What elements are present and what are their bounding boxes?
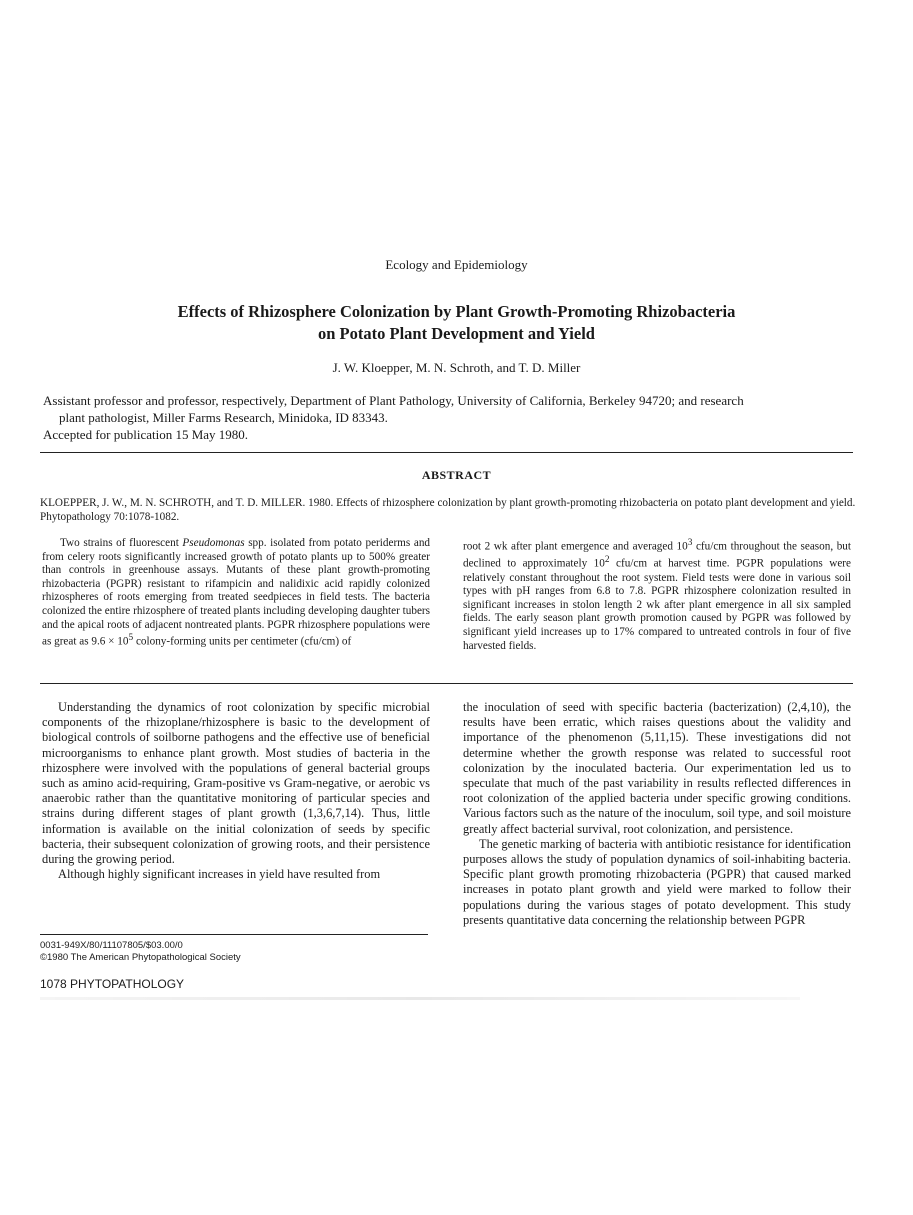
scan-artifact [40, 997, 800, 1000]
abstract-left-text-b: spp. isolated from potato periderms and from celery roots significantly increased growth of potato plants up to 500% greater than controls in greenhouse assays. Mutants of these plant growth-promoting rhizobacteria (PGPR) resistant to rifampicin and nalidixic acid rapidly colonized rhizospheres of roots emerging from treated seedpieces in field tests. The bacteria colonized the entire rhizosphere of treated plants including developing daughter tubers and the apical roots of adjacent nontreated plants. PGPR rhizosphere populations were as great as 9.6 × 10 [42, 537, 431, 648]
footnote-copyright: ©1980 The American Phytopathological Society [40, 952, 241, 963]
abstract-right-text-c: cfu/cm at harvest time. PGPR populations were relatively constant throughout the root system. Field tests were done in various soil types with pH ranges from 6.8 to 7.8. PGPR rhizosphere colonization resulted in significant increases in stolon length 2 wk after plant emergence in all six sampled fields. The early season plant growth promotion caused by PGPR was followed by significant yield increases up to 17% compared to untreated controls in four of five harvested fields. [463, 558, 851, 652]
abstract-left-text-a: Two strains of fluorescent [60, 537, 183, 549]
title-line-1: Effects of Rhizosphere Colonization by Plant Growth-Promoting Rhizobacteria [177, 302, 736, 321]
page-footer: 1078 PHYTOPATHOLOGY [40, 977, 185, 991]
footnote-issn: 0031-949X/80/11107805/$03.00/0 [40, 940, 183, 951]
abstract-left-sup: 5 [128, 633, 134, 644]
abstract-right-text-b: cfu/cm throughout the season, but declined to approximately 10 [463, 540, 851, 571]
body-left-paragraph-2: Although highly significant increases in yield have resulted from [58, 867, 381, 882]
abstract-italic-genus: Pseudomonas [182, 537, 245, 549]
abstract-right-sup-2: 2 [604, 555, 610, 566]
abstract-right-text-a: root 2 wk after plant emergence and averaged 10 [463, 540, 688, 553]
abstract-bottom-divider [40, 683, 853, 684]
title-line-2: on Potato Plant Development and Yield [318, 324, 595, 343]
body-left-column [42, 700, 430, 882]
body-left-paragraph-1: Understanding the dynamics of root colonization by specific microbial components of the rhizoplane/rhizosphere is basic to the development of biological controls of soilborne pathogens and the effective use of beneficial microorganisms to enhance plant growth. Most studies of bacteria in the rhizosphere were involved with the populations of general bacterial groups such as amino acid-requiring, Gram-positive vs Gram-negative, or aerobic vs anaerobic rather than the quantitative monitoring of particular species and strains during different stages of plant growth (1,3,6,7,14). Thus, little information is available on the initial colonization of seeds by specific bacteria, their subsequent colonization of growing roots, and their persistence during the growing period. [42, 700, 430, 867]
section-label: Ecology and Epidemiology [385, 257, 528, 272]
abstract-heading: ABSTRACT [421, 468, 492, 482]
footnote [40, 940, 440, 964]
affiliation-line-1: Assistant professor and professor, respectively, Department of Plant Pathology, University of California, Berkeley 94720; and research [43, 393, 744, 408]
footnote-divider [40, 934, 428, 935]
abstract-citation: KLOEPPER, J. W., M. N. SCHROTH, and T. D. MILLER. 1980. Effects of rhizosphere colonization by plant growth-promoting rhizobacteria on potato plant development and yield. Phytopathology 70:1078-1082. [40, 497, 856, 523]
affiliation-block [43, 392, 873, 443]
top-divider [40, 452, 853, 453]
abstract-left-text-c: colony-forming units per centimeter (cfu/cm) of [133, 635, 352, 648]
author-list: J. W. Kloepper, M. N. Schroth, and T. D. Miller [332, 360, 581, 375]
body-right-column [463, 700, 851, 928]
paper-title [100, 301, 813, 345]
accepted-date: Accepted for publication 15 May 1980. [43, 427, 249, 442]
body-right-paragraph-1: the inoculation of seed with specific bacteria (bacterization) (2,4,10), the results have been erratic, which raises questions about the validity and importance of the phenomenon (5,11,15). These investigations did not determine whether the growth response was related to successful root colonization by the inoculated bacteria. Our experimentation led us to speculate that much of the past variability in results reflected differences in root colonization of the applied bacteria under specific growing conditions. Various factors such as the nature of the inoculum, soil type, and soil moisture greatly affect bacterial survival, root colonization, and persistence. [463, 700, 851, 836]
abstract-right-column [463, 537, 851, 653]
body-right-paragraph-2: The genetic marking of bacteria with antibiotic resistance for identification purposes allows the study of population dynamics of soil-inhabiting bacteria. Specific plant growth promoting rhizobacteria (PGPR) that caused marked increases in potato plant growth and yield were marked to follow their populations during the various stages of potato development. This study presents quantitative data concerning the relationship between PGPR [463, 836, 851, 927]
affiliation-line-2: plant pathologist, Miller Farms Research, Minidoka, ID 83343. [59, 410, 388, 425]
abstract-left-column [42, 537, 430, 649]
abstract-right-sup-1: 3 [687, 538, 693, 548]
